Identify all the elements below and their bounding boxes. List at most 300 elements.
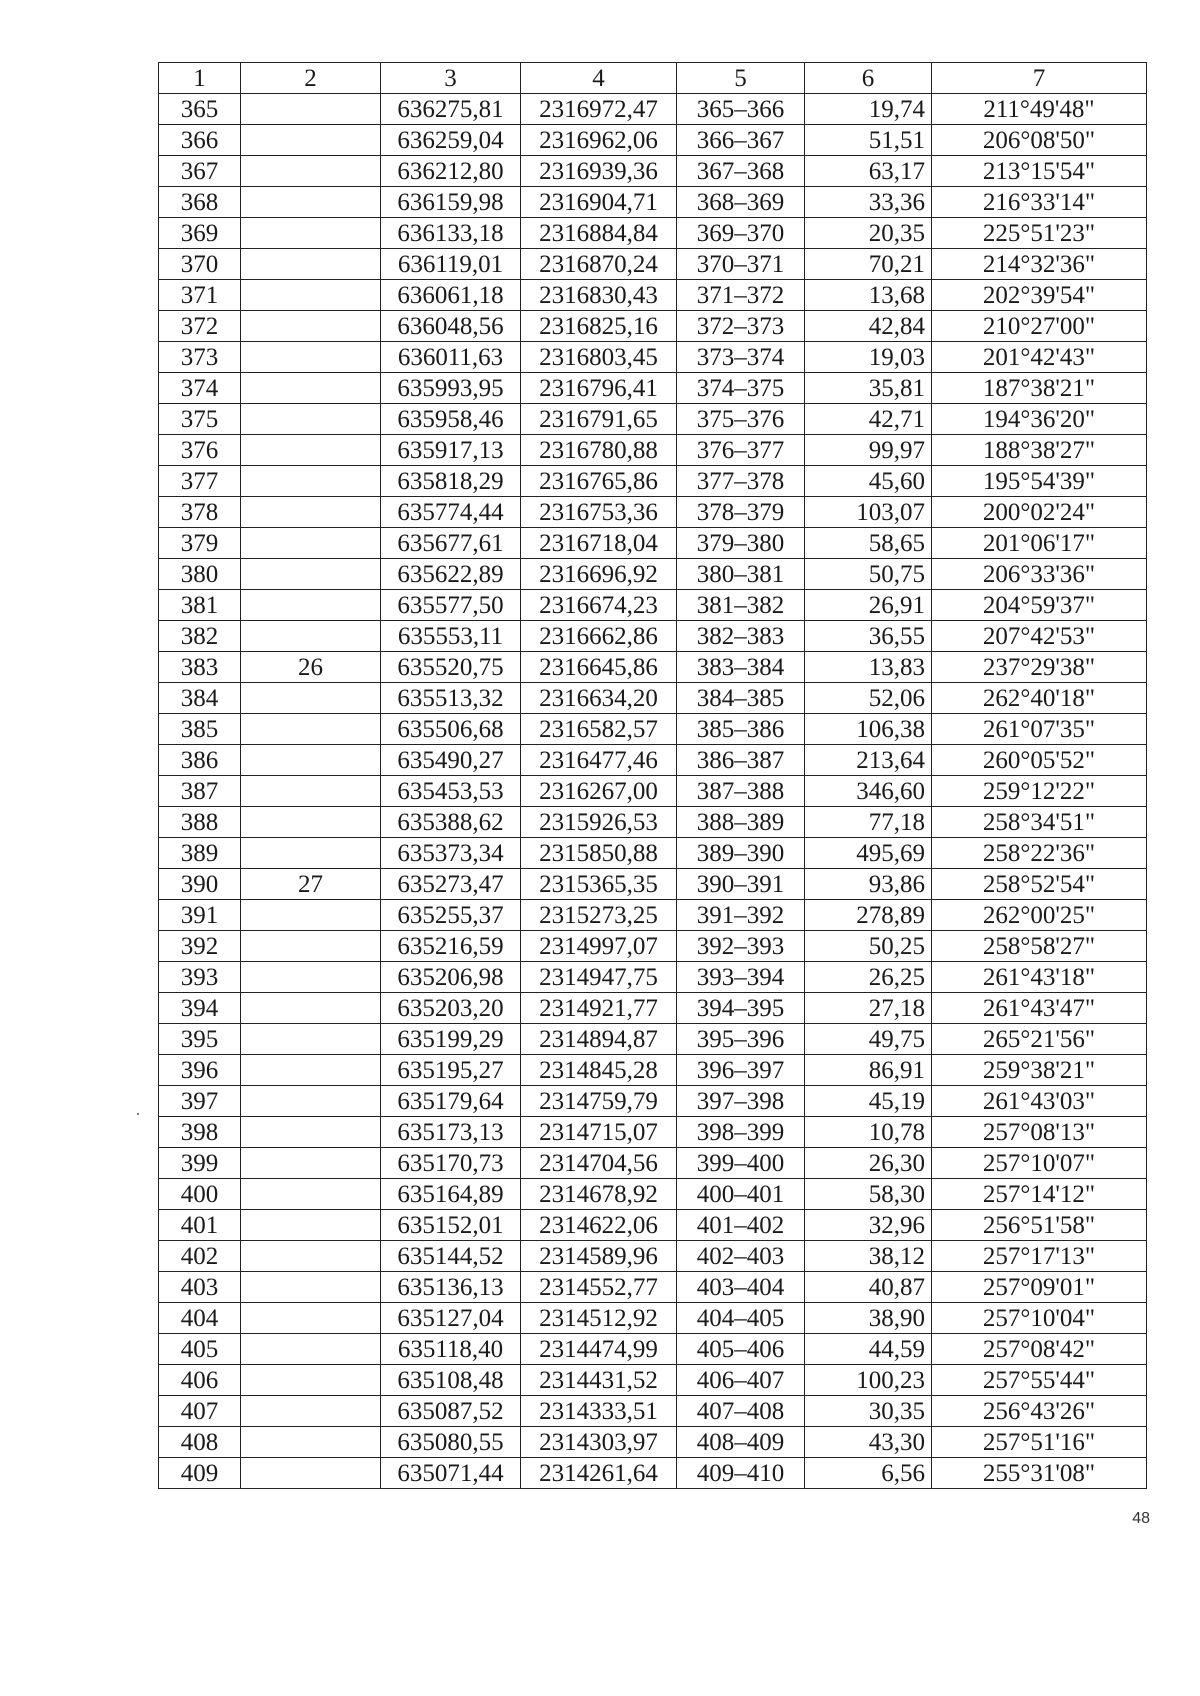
- x-coordinate-cell: 635118,40: [381, 1334, 521, 1365]
- x-coordinate-cell: 635388,62: [381, 807, 521, 838]
- point-number-cell: 390: [159, 869, 241, 900]
- zone-cell: [241, 1272, 381, 1303]
- y-coordinate-cell: 2316645,86: [521, 652, 677, 683]
- segment-cell: 368–369: [677, 187, 805, 218]
- length-cell: 86,91: [805, 1055, 932, 1086]
- point-number-cell: 396: [159, 1055, 241, 1086]
- x-coordinate-cell: 636275,81: [381, 94, 521, 125]
- y-coordinate-cell: 2314704,56: [521, 1148, 677, 1179]
- length-cell: 58,30: [805, 1179, 932, 1210]
- point-number-cell: 374: [159, 373, 241, 404]
- table-header: [159, 63, 1147, 94]
- table-row: [159, 1148, 1147, 1179]
- zone-cell: [241, 342, 381, 373]
- table-row: [159, 590, 1147, 621]
- zone-cell: [241, 776, 381, 807]
- y-coordinate-cell: 2316696,92: [521, 559, 677, 590]
- direction-angle-cell: 225°51'23": [932, 218, 1147, 249]
- zone-cell: [241, 683, 381, 714]
- x-coordinate-cell: 635490,27: [381, 745, 521, 776]
- x-coordinate-cell: 635144,52: [381, 1241, 521, 1272]
- header-col-7: 7: [932, 63, 1147, 94]
- table-row: [159, 993, 1147, 1024]
- segment-cell: 365–366: [677, 94, 805, 125]
- segment-cell: 370–371: [677, 249, 805, 280]
- x-coordinate-cell: 635993,95: [381, 373, 521, 404]
- x-coordinate-cell: 635170,73: [381, 1148, 521, 1179]
- x-coordinate-cell: 635199,29: [381, 1024, 521, 1055]
- x-coordinate-cell: 635195,27: [381, 1055, 521, 1086]
- zone-cell: [241, 404, 381, 435]
- y-coordinate-cell: 2315365,35: [521, 869, 677, 900]
- point-number-cell: 399: [159, 1148, 241, 1179]
- x-coordinate-cell: 635071,44: [381, 1458, 521, 1489]
- direction-angle-cell: 237°29'38": [932, 652, 1147, 683]
- length-cell: 50,25: [805, 931, 932, 962]
- y-coordinate-cell: 2314474,99: [521, 1334, 677, 1365]
- zone-cell: [241, 900, 381, 931]
- x-coordinate-cell: 636212,80: [381, 156, 521, 187]
- direction-angle-cell: 201°06'17": [932, 528, 1147, 559]
- segment-cell: 407–408: [677, 1396, 805, 1427]
- segment-cell: 397–398: [677, 1086, 805, 1117]
- direction-angle-cell: 260°05'52": [932, 745, 1147, 776]
- direction-angle-cell: 256°43'26": [932, 1396, 1147, 1427]
- point-number-cell: 370: [159, 249, 241, 280]
- segment-cell: 400–401: [677, 1179, 805, 1210]
- header-col-4: 4: [521, 63, 677, 94]
- table-row: [159, 900, 1147, 931]
- length-cell: 106,38: [805, 714, 932, 745]
- segment-cell: 406–407: [677, 1365, 805, 1396]
- direction-angle-cell: 261°43'03": [932, 1086, 1147, 1117]
- length-cell: 44,59: [805, 1334, 932, 1365]
- y-coordinate-cell: 2314678,92: [521, 1179, 677, 1210]
- length-cell: 45,60: [805, 466, 932, 497]
- point-number-cell: 377: [159, 466, 241, 497]
- table-row: [159, 280, 1147, 311]
- y-coordinate-cell: 2316477,46: [521, 745, 677, 776]
- direction-angle-cell: 257°17'13": [932, 1241, 1147, 1272]
- length-cell: 13,68: [805, 280, 932, 311]
- y-coordinate-cell: 2314715,07: [521, 1117, 677, 1148]
- direction-angle-cell: 194°36'20": [932, 404, 1147, 435]
- x-coordinate-cell: 635216,59: [381, 931, 521, 962]
- table-row: [159, 776, 1147, 807]
- length-cell: 27,18: [805, 993, 932, 1024]
- segment-cell: 395–396: [677, 1024, 805, 1055]
- segment-cell: 378–379: [677, 497, 805, 528]
- direction-angle-cell: 204°59'37": [932, 590, 1147, 621]
- x-coordinate-cell: 635127,04: [381, 1303, 521, 1334]
- y-coordinate-cell: 2315273,25: [521, 900, 677, 931]
- table-row: [159, 1365, 1147, 1396]
- scan-speck: [137, 1113, 139, 1115]
- x-coordinate-cell: 636011,63: [381, 342, 521, 373]
- table-body: [159, 94, 1147, 1489]
- length-cell: 19,74: [805, 94, 932, 125]
- table-row: [159, 1334, 1147, 1365]
- y-coordinate-cell: 2314622,06: [521, 1210, 677, 1241]
- zone-cell: [241, 714, 381, 745]
- direction-angle-cell: 202°39'54": [932, 280, 1147, 311]
- table-row: [159, 838, 1147, 869]
- direction-angle-cell: 211°49'48": [932, 94, 1147, 125]
- direction-angle-cell: 257°14'12": [932, 1179, 1147, 1210]
- zone-cell: [241, 1179, 381, 1210]
- y-coordinate-cell: 2316662,86: [521, 621, 677, 652]
- y-coordinate-cell: 2314512,92: [521, 1303, 677, 1334]
- y-coordinate-cell: 2316962,06: [521, 125, 677, 156]
- zone-cell: [241, 1396, 381, 1427]
- table-row: [159, 1086, 1147, 1117]
- table-row: [159, 1396, 1147, 1427]
- y-coordinate-cell: 2314261,64: [521, 1458, 677, 1489]
- y-coordinate-cell: 2316674,23: [521, 590, 677, 621]
- direction-angle-cell: 187°38'21": [932, 373, 1147, 404]
- segment-cell: 399–400: [677, 1148, 805, 1179]
- direction-angle-cell: 213°15'54": [932, 156, 1147, 187]
- point-number-cell: 401: [159, 1210, 241, 1241]
- x-coordinate-cell: 635553,11: [381, 621, 521, 652]
- table-row: [159, 404, 1147, 435]
- zone-cell: [241, 435, 381, 466]
- x-coordinate-cell: 635917,13: [381, 435, 521, 466]
- segment-cell: 394–395: [677, 993, 805, 1024]
- table-row: [159, 1210, 1147, 1241]
- table-row: [159, 1179, 1147, 1210]
- y-coordinate-cell: 2316718,04: [521, 528, 677, 559]
- point-number-cell: 406: [159, 1365, 241, 1396]
- zone-cell: [241, 1148, 381, 1179]
- zone-cell: [241, 528, 381, 559]
- zone-cell: [241, 1303, 381, 1334]
- length-cell: 6,56: [805, 1458, 932, 1489]
- direction-angle-cell: 214°32'36": [932, 249, 1147, 280]
- y-coordinate-cell: 2314333,51: [521, 1396, 677, 1427]
- segment-cell: 385–386: [677, 714, 805, 745]
- direction-angle-cell: 261°07'35": [932, 714, 1147, 745]
- segment-cell: 380–381: [677, 559, 805, 590]
- direction-angle-cell: 262°40'18": [932, 683, 1147, 714]
- length-cell: 278,89: [805, 900, 932, 931]
- direction-angle-cell: 259°12'22": [932, 776, 1147, 807]
- point-number-cell: 375: [159, 404, 241, 435]
- zone-cell: [241, 1365, 381, 1396]
- segment-cell: 384–385: [677, 683, 805, 714]
- y-coordinate-cell: 2316791,65: [521, 404, 677, 435]
- direction-angle-cell: 206°08'50": [932, 125, 1147, 156]
- point-number-cell: 387: [159, 776, 241, 807]
- length-cell: 495,69: [805, 838, 932, 869]
- length-cell: 35,81: [805, 373, 932, 404]
- point-number-cell: 388: [159, 807, 241, 838]
- segment-cell: 386–387: [677, 745, 805, 776]
- x-coordinate-cell: 635179,64: [381, 1086, 521, 1117]
- segment-cell: 390–391: [677, 869, 805, 900]
- zone-cell: [241, 1210, 381, 1241]
- length-cell: 103,07: [805, 497, 932, 528]
- y-coordinate-cell: 2316803,45: [521, 342, 677, 373]
- point-number-cell: 379: [159, 528, 241, 559]
- segment-cell: 366–367: [677, 125, 805, 156]
- x-coordinate-cell: 636133,18: [381, 218, 521, 249]
- zone-cell: [241, 807, 381, 838]
- segment-cell: 374–375: [677, 373, 805, 404]
- length-cell: 50,75: [805, 559, 932, 590]
- point-number-cell: 369: [159, 218, 241, 249]
- segment-cell: 392–393: [677, 931, 805, 962]
- segment-cell: 375–376: [677, 404, 805, 435]
- y-coordinate-cell: 2314589,96: [521, 1241, 677, 1272]
- table-row: [159, 869, 1147, 900]
- zone-cell: [241, 1055, 381, 1086]
- table-row: [159, 497, 1147, 528]
- x-coordinate-cell: 635622,89: [381, 559, 521, 590]
- table-row: [159, 652, 1147, 683]
- table-row: [159, 218, 1147, 249]
- point-number-cell: 365: [159, 94, 241, 125]
- direction-angle-cell: 257°08'13": [932, 1117, 1147, 1148]
- segment-cell: 401–402: [677, 1210, 805, 1241]
- y-coordinate-cell: 2315926,53: [521, 807, 677, 838]
- segment-cell: 371–372: [677, 280, 805, 311]
- x-coordinate-cell: 636259,04: [381, 125, 521, 156]
- point-number-cell: 404: [159, 1303, 241, 1334]
- header-col-1: 1: [159, 63, 241, 94]
- y-coordinate-cell: 2314997,07: [521, 931, 677, 962]
- length-cell: 213,64: [805, 745, 932, 776]
- y-coordinate-cell: 2316765,86: [521, 466, 677, 497]
- y-coordinate-cell: 2316825,16: [521, 311, 677, 342]
- table-row: [159, 466, 1147, 497]
- y-coordinate-cell: 2316267,00: [521, 776, 677, 807]
- y-coordinate-cell: 2314921,77: [521, 993, 677, 1024]
- segment-cell: 383–384: [677, 652, 805, 683]
- direction-angle-cell: 258°58'27": [932, 931, 1147, 962]
- segment-cell: 402–403: [677, 1241, 805, 1272]
- point-number-cell: 380: [159, 559, 241, 590]
- length-cell: 38,90: [805, 1303, 932, 1334]
- table-row: [159, 1117, 1147, 1148]
- table-row: [159, 559, 1147, 590]
- direction-angle-cell: 216°33'14": [932, 187, 1147, 218]
- table-row: [159, 125, 1147, 156]
- length-cell: 40,87: [805, 1272, 932, 1303]
- segment-cell: 404–405: [677, 1303, 805, 1334]
- point-number-cell: 367: [159, 156, 241, 187]
- zone-cell: [241, 311, 381, 342]
- zone-cell: 26: [241, 652, 381, 683]
- direction-angle-cell: 257°10'07": [932, 1148, 1147, 1179]
- x-coordinate-cell: 635818,29: [381, 466, 521, 497]
- length-cell: 49,75: [805, 1024, 932, 1055]
- point-number-cell: 383: [159, 652, 241, 683]
- point-number-cell: 378: [159, 497, 241, 528]
- segment-cell: 388–389: [677, 807, 805, 838]
- table-row: [159, 1241, 1147, 1272]
- x-coordinate-cell: 635453,53: [381, 776, 521, 807]
- point-number-cell: 371: [159, 280, 241, 311]
- length-cell: 30,35: [805, 1396, 932, 1427]
- x-coordinate-cell: 635774,44: [381, 497, 521, 528]
- point-number-cell: 398: [159, 1117, 241, 1148]
- y-coordinate-cell: 2316753,36: [521, 497, 677, 528]
- y-coordinate-cell: 2314431,52: [521, 1365, 677, 1396]
- x-coordinate-cell: 635520,75: [381, 652, 521, 683]
- direction-angle-cell: 201°42'43": [932, 342, 1147, 373]
- segment-cell: 389–390: [677, 838, 805, 869]
- table-row: [159, 94, 1147, 125]
- table-row: [159, 1303, 1147, 1334]
- length-cell: 36,55: [805, 621, 932, 652]
- point-number-cell: 368: [159, 187, 241, 218]
- zone-cell: [241, 218, 381, 249]
- direction-angle-cell: 258°34'51": [932, 807, 1147, 838]
- y-coordinate-cell: 2316972,47: [521, 94, 677, 125]
- length-cell: 26,91: [805, 590, 932, 621]
- zone-cell: [241, 187, 381, 218]
- direction-angle-cell: 200°02'24": [932, 497, 1147, 528]
- zone-cell: [241, 993, 381, 1024]
- point-number-cell: 389: [159, 838, 241, 869]
- direction-angle-cell: 255°31'08": [932, 1458, 1147, 1489]
- direction-angle-cell: 257°09'01": [932, 1272, 1147, 1303]
- direction-angle-cell: 258°22'36": [932, 838, 1147, 869]
- zone-cell: [241, 125, 381, 156]
- table-row: [159, 621, 1147, 652]
- x-coordinate-cell: 635958,46: [381, 404, 521, 435]
- point-number-cell: 402: [159, 1241, 241, 1272]
- length-cell: 13,83: [805, 652, 932, 683]
- point-number-cell: 408: [159, 1427, 241, 1458]
- length-cell: 20,35: [805, 218, 932, 249]
- x-coordinate-cell: 635513,32: [381, 683, 521, 714]
- length-cell: 70,21: [805, 249, 932, 280]
- point-number-cell: 366: [159, 125, 241, 156]
- x-coordinate-cell: 635136,13: [381, 1272, 521, 1303]
- point-number-cell: 403: [159, 1272, 241, 1303]
- x-coordinate-cell: 635173,13: [381, 1117, 521, 1148]
- point-number-cell: 405: [159, 1334, 241, 1365]
- table-row: [159, 745, 1147, 776]
- segment-cell: 409–410: [677, 1458, 805, 1489]
- direction-angle-cell: 257°51'16": [932, 1427, 1147, 1458]
- segment-cell: 405–406: [677, 1334, 805, 1365]
- point-number-cell: 391: [159, 900, 241, 931]
- x-coordinate-cell: 635677,61: [381, 528, 521, 559]
- x-coordinate-cell: 635080,55: [381, 1427, 521, 1458]
- table-row: [159, 528, 1147, 559]
- direction-angle-cell: 256°51'58": [932, 1210, 1147, 1241]
- table-row: [159, 311, 1147, 342]
- table-row: [159, 342, 1147, 373]
- segment-cell: 367–368: [677, 156, 805, 187]
- direction-angle-cell: 257°08'42": [932, 1334, 1147, 1365]
- table-row: [159, 1427, 1147, 1458]
- length-cell: 51,51: [805, 125, 932, 156]
- y-coordinate-cell: 2315850,88: [521, 838, 677, 869]
- table-row: [159, 962, 1147, 993]
- direction-angle-cell: 188°38'27": [932, 435, 1147, 466]
- point-number-cell: 385: [159, 714, 241, 745]
- table-row: [159, 714, 1147, 745]
- zone-cell: [241, 1334, 381, 1365]
- length-cell: 26,30: [805, 1148, 932, 1179]
- zone-cell: [241, 590, 381, 621]
- x-coordinate-cell: 635108,48: [381, 1365, 521, 1396]
- length-cell: 43,30: [805, 1427, 932, 1458]
- length-cell: 19,03: [805, 342, 932, 373]
- zone-cell: [241, 745, 381, 776]
- header-col-3: 3: [381, 63, 521, 94]
- table-row: [159, 373, 1147, 404]
- length-cell: 99,97: [805, 435, 932, 466]
- direction-angle-cell: 265°21'56": [932, 1024, 1147, 1055]
- x-coordinate-cell: 635255,37: [381, 900, 521, 931]
- segment-cell: 381–382: [677, 590, 805, 621]
- zone-cell: [241, 497, 381, 528]
- zone-cell: [241, 838, 381, 869]
- length-cell: 26,25: [805, 962, 932, 993]
- y-coordinate-cell: 2314894,87: [521, 1024, 677, 1055]
- x-coordinate-cell: 636048,56: [381, 311, 521, 342]
- segment-cell: 393–394: [677, 962, 805, 993]
- y-coordinate-cell: 2316582,57: [521, 714, 677, 745]
- zone-cell: [241, 156, 381, 187]
- length-cell: 58,65: [805, 528, 932, 559]
- point-number-cell: 394: [159, 993, 241, 1024]
- length-cell: 10,78: [805, 1117, 932, 1148]
- length-cell: 32,96: [805, 1210, 932, 1241]
- x-coordinate-cell: 635152,01: [381, 1210, 521, 1241]
- zone-cell: [241, 466, 381, 497]
- segment-cell: 403–404: [677, 1272, 805, 1303]
- point-number-cell: 373: [159, 342, 241, 373]
- y-coordinate-cell: 2316884,84: [521, 218, 677, 249]
- table-row: [159, 435, 1147, 466]
- direction-angle-cell: 258°52'54": [932, 869, 1147, 900]
- length-cell: 346,60: [805, 776, 932, 807]
- length-cell: 42,84: [805, 311, 932, 342]
- header-col-2: 2: [241, 63, 381, 94]
- point-number-cell: 386: [159, 745, 241, 776]
- length-cell: 93,86: [805, 869, 932, 900]
- page-number: 48: [1132, 1510, 1150, 1527]
- segment-cell: 396–397: [677, 1055, 805, 1086]
- zone-cell: [241, 621, 381, 652]
- zone-cell: [241, 1117, 381, 1148]
- y-coordinate-cell: 2316939,36: [521, 156, 677, 187]
- segment-cell: 376–377: [677, 435, 805, 466]
- direction-angle-cell: 210°27'00": [932, 311, 1147, 342]
- zone-cell: [241, 1024, 381, 1055]
- y-coordinate-cell: 2316830,43: [521, 280, 677, 311]
- table-row: [159, 249, 1147, 280]
- y-coordinate-cell: 2314845,28: [521, 1055, 677, 1086]
- zone-cell: [241, 1458, 381, 1489]
- x-coordinate-cell: 636119,01: [381, 249, 521, 280]
- zone-cell: [241, 373, 381, 404]
- zone-cell: [241, 1427, 381, 1458]
- point-number-cell: 384: [159, 683, 241, 714]
- segment-cell: 379–380: [677, 528, 805, 559]
- zone-cell: [241, 962, 381, 993]
- table-row: [159, 1024, 1147, 1055]
- x-coordinate-cell: 635373,34: [381, 838, 521, 869]
- zone-cell: [241, 94, 381, 125]
- segment-cell: 398–399: [677, 1117, 805, 1148]
